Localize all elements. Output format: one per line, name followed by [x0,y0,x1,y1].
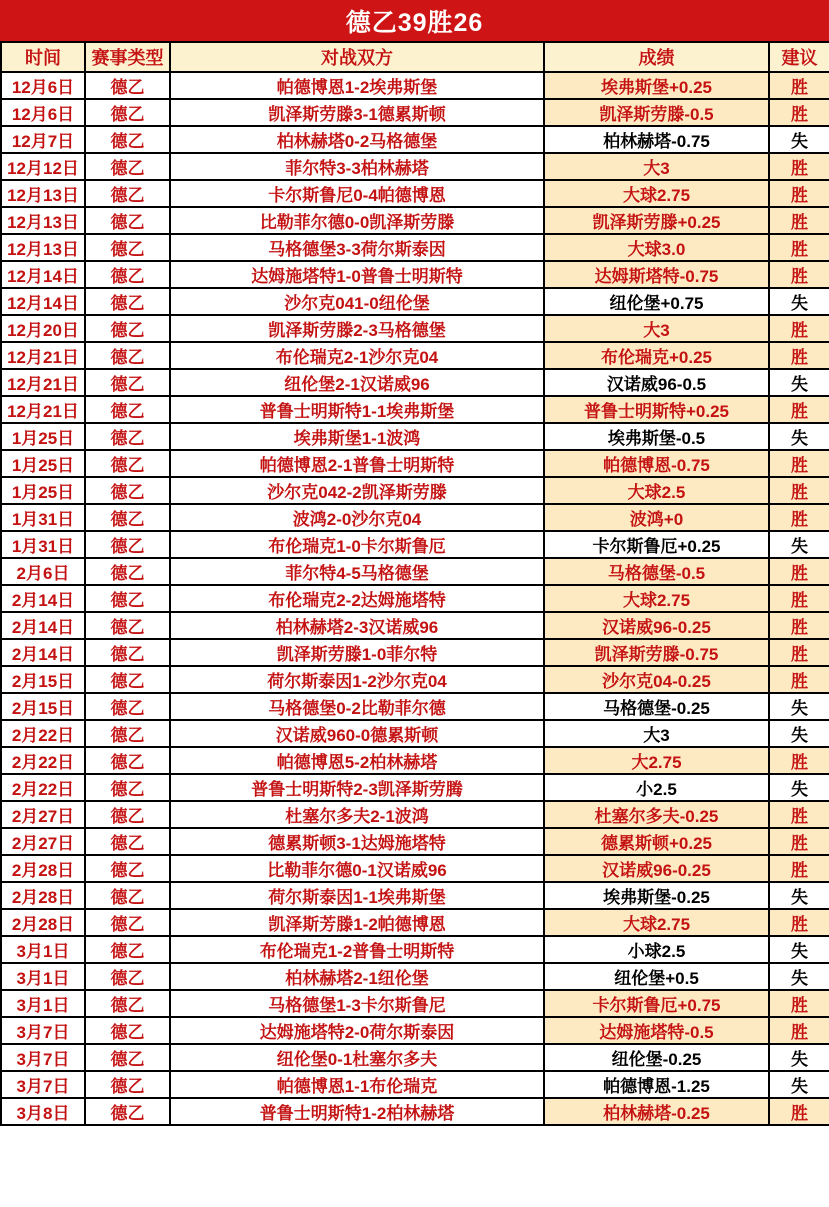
result-cell: 大2.75 [544,747,769,774]
result-cell: 沙尔克04-0.25 [544,666,769,693]
verdict-cell: 胜 [769,855,829,882]
league-cell: 德乙 [85,99,170,126]
result-cell: 卡尔斯鲁厄+0.25 [544,531,769,558]
league-cell: 德乙 [85,720,170,747]
table-row [1,1044,829,1071]
verdict-cell: 胜 [769,261,829,288]
column-header-league: 赛事类型 [85,42,170,72]
verdict-cell: 胜 [769,909,829,936]
table-row [1,342,829,369]
table-row [1,288,829,315]
date-cell: 12月13日 [1,180,85,207]
match-cell: 帕德博恩1-1布伦瑞克 [170,1071,544,1098]
table-row [1,585,829,612]
result-cell: 帕德博恩-1.25 [544,1071,769,1098]
match-cell: 卡尔斯鲁尼0-4帕德博恩 [170,180,544,207]
result-cell: 埃弗斯堡-0.25 [544,882,769,909]
result-cell: 卡尔斯鲁厄+0.75 [544,990,769,1017]
match-cell: 柏林赫塔0-2马格德堡 [170,126,544,153]
league-cell: 德乙 [85,801,170,828]
table-row [1,180,829,207]
match-cell: 荷尔斯泰因1-2沙尔克04 [170,666,544,693]
result-cell: 凯泽斯劳滕-0.5 [544,99,769,126]
verdict-cell: 胜 [769,207,829,234]
date-cell: 2月22日 [1,774,85,801]
result-cell: 埃弗斯堡-0.5 [544,423,769,450]
result-cell: 柏林赫塔-0.25 [544,1098,769,1125]
table-row [1,423,829,450]
verdict-cell: 胜 [769,585,829,612]
verdict-cell: 胜 [769,666,829,693]
column-header-verdict: 建议 [769,42,829,72]
match-cell: 马格德堡0-2比勒菲尔德 [170,693,544,720]
date-cell: 3月8日 [1,1098,85,1125]
result-cell: 纽伦堡+0.5 [544,963,769,990]
date-cell: 2月28日 [1,909,85,936]
league-cell: 德乙 [85,639,170,666]
date-cell: 12月21日 [1,369,85,396]
date-cell: 12月7日 [1,126,85,153]
date-cell: 2月28日 [1,882,85,909]
table-row [1,396,829,423]
verdict-cell: 失 [769,882,829,909]
verdict-cell: 失 [769,423,829,450]
table-row [1,504,829,531]
league-cell: 德乙 [85,288,170,315]
verdict-cell: 胜 [769,801,829,828]
result-cell: 达姆斯塔特-0.75 [544,261,769,288]
match-cell: 帕德博恩2-1普鲁士明斯特 [170,450,544,477]
league-cell: 德乙 [85,774,170,801]
header-row [1,42,829,72]
results-table [0,41,829,1126]
result-cell: 大3 [544,315,769,342]
match-cell: 达姆施塔特2-0荷尔斯泰因 [170,1017,544,1044]
verdict-cell: 胜 [769,450,829,477]
result-cell: 汉诺威96-0.25 [544,612,769,639]
match-cell: 杜塞尔多夫2-1波鸿 [170,801,544,828]
league-cell: 德乙 [85,990,170,1017]
table-row [1,450,829,477]
date-cell: 2月27日 [1,801,85,828]
result-cell: 埃弗斯堡+0.25 [544,72,769,99]
table-row [1,477,829,504]
verdict-cell: 胜 [769,315,829,342]
table-row [1,639,829,666]
verdict-cell: 失 [769,936,829,963]
match-cell: 沙尔克041-0纽伦堡 [170,288,544,315]
match-cell: 普鲁士明斯特1-2柏林赫塔 [170,1098,544,1125]
date-cell: 3月1日 [1,963,85,990]
result-cell: 帕德博恩-0.75 [544,450,769,477]
verdict-cell: 失 [769,1044,829,1071]
table-row [1,531,829,558]
table-row [1,99,829,126]
verdict-cell: 失 [769,369,829,396]
date-cell: 12月21日 [1,342,85,369]
league-cell: 德乙 [85,585,170,612]
page-title: 德乙39胜26 [0,0,829,41]
date-cell: 2月14日 [1,612,85,639]
match-cell: 比勒菲尔德0-1汉诺威96 [170,855,544,882]
table-row [1,153,829,180]
result-cell: 大3 [544,153,769,180]
match-cell: 柏林赫塔2-1纽伦堡 [170,963,544,990]
result-cell: 普鲁士明斯特+0.25 [544,396,769,423]
verdict-cell: 胜 [769,1017,829,1044]
table-row [1,828,829,855]
table-row [1,207,829,234]
match-cell: 马格德堡1-3卡尔斯鲁尼 [170,990,544,1017]
league-cell: 德乙 [85,261,170,288]
league-cell: 德乙 [85,1044,170,1071]
table-row [1,936,829,963]
table-row [1,315,829,342]
league-cell: 德乙 [85,882,170,909]
date-cell: 1月25日 [1,450,85,477]
league-cell: 德乙 [85,342,170,369]
league-cell: 德乙 [85,747,170,774]
league-cell: 德乙 [85,207,170,234]
league-cell: 德乙 [85,828,170,855]
date-cell: 12月20日 [1,315,85,342]
match-cell: 凯泽斯芳滕1-2帕德博恩 [170,909,544,936]
date-cell: 2月22日 [1,720,85,747]
match-cell: 凯泽斯劳滕2-3马格德堡 [170,315,544,342]
verdict-cell: 胜 [769,342,829,369]
verdict-cell: 胜 [769,153,829,180]
league-cell: 德乙 [85,153,170,180]
league-cell: 德乙 [85,180,170,207]
table-row [1,234,829,261]
result-cell: 纽伦堡+0.75 [544,288,769,315]
result-cell: 达姆施塔特-0.5 [544,1017,769,1044]
league-cell: 德乙 [85,126,170,153]
result-cell: 布伦瑞克+0.25 [544,342,769,369]
league-cell: 德乙 [85,369,170,396]
table-row [1,612,829,639]
match-cell: 达姆施塔特1-0普鲁士明斯特 [170,261,544,288]
match-cell: 帕德博恩1-2埃弗斯堡 [170,72,544,99]
match-cell: 凯泽斯劳滕3-1德累斯顿 [170,99,544,126]
date-cell: 2月28日 [1,855,85,882]
result-cell: 大球2.75 [544,585,769,612]
date-cell: 1月25日 [1,477,85,504]
match-cell: 纽伦堡0-1杜塞尔多夫 [170,1044,544,1071]
verdict-cell: 胜 [769,477,829,504]
date-cell: 2月22日 [1,747,85,774]
league-cell: 德乙 [85,1071,170,1098]
league-cell: 德乙 [85,909,170,936]
table-row [1,801,829,828]
verdict-cell: 胜 [769,72,829,99]
verdict-cell: 胜 [769,639,829,666]
date-cell: 12月6日 [1,72,85,99]
result-cell: 柏林赫塔-0.75 [544,126,769,153]
match-cell: 纽伦堡2-1汉诺威96 [170,369,544,396]
league-cell: 德乙 [85,504,170,531]
match-cell: 布伦瑞克1-2普鲁士明斯特 [170,936,544,963]
league-cell: 德乙 [85,423,170,450]
date-cell: 12月14日 [1,261,85,288]
date-cell: 3月7日 [1,1017,85,1044]
result-cell: 小球2.5 [544,936,769,963]
league-cell: 德乙 [85,666,170,693]
match-cell: 波鸿2-0沙尔克04 [170,504,544,531]
table-row [1,1071,829,1098]
verdict-cell: 失 [769,531,829,558]
result-cell: 凯泽斯劳滕+0.25 [544,207,769,234]
match-cell: 汉诺威960-0德累斯顿 [170,720,544,747]
verdict-cell: 胜 [769,180,829,207]
table-row [1,126,829,153]
match-cell: 荷尔斯泰因1-1埃弗斯堡 [170,882,544,909]
verdict-cell: 胜 [769,234,829,261]
date-cell: 12月6日 [1,99,85,126]
date-cell: 3月1日 [1,990,85,1017]
table-row [1,558,829,585]
result-cell: 马格德堡-0.5 [544,558,769,585]
verdict-cell: 胜 [769,747,829,774]
date-cell: 12月21日 [1,396,85,423]
result-cell: 汉诺威96-0.25 [544,855,769,882]
league-cell: 德乙 [85,612,170,639]
verdict-cell: 失 [769,288,829,315]
match-cell: 凯泽斯劳滕1-0菲尔特 [170,639,544,666]
verdict-cell: 胜 [769,396,829,423]
table-row [1,990,829,1017]
verdict-cell: 胜 [769,504,829,531]
result-cell: 波鸿+0 [544,504,769,531]
match-cell: 柏林赫塔2-3汉诺威96 [170,612,544,639]
date-cell: 1月31日 [1,531,85,558]
result-cell: 凯泽斯劳滕-0.75 [544,639,769,666]
table-row [1,261,829,288]
table-row [1,747,829,774]
result-cell: 大球2.75 [544,180,769,207]
table-row [1,855,829,882]
league-cell: 德乙 [85,450,170,477]
table-row [1,72,829,99]
match-cell: 比勒菲尔德0-0凯泽斯劳滕 [170,207,544,234]
table-row [1,369,829,396]
column-header-date: 时间 [1,42,85,72]
verdict-cell: 失 [769,1071,829,1098]
result-cell: 汉诺威96-0.5 [544,369,769,396]
date-cell: 12月14日 [1,288,85,315]
date-cell: 2月15日 [1,666,85,693]
result-cell: 德累斯顿+0.25 [544,828,769,855]
date-cell: 12月13日 [1,234,85,261]
table-row [1,666,829,693]
date-cell: 12月13日 [1,207,85,234]
league-cell: 德乙 [85,531,170,558]
result-cell: 大球3.0 [544,234,769,261]
match-cell: 马格德堡3-3荷尔斯泰因 [170,234,544,261]
league-cell: 德乙 [85,936,170,963]
verdict-cell: 胜 [769,612,829,639]
date-cell: 12月12日 [1,153,85,180]
date-cell: 3月7日 [1,1044,85,1071]
verdict-cell: 失 [769,720,829,747]
column-header-match: 对战双方 [170,42,544,72]
verdict-cell: 胜 [769,99,829,126]
match-cell: 沙尔克042-2凯泽斯劳滕 [170,477,544,504]
verdict-cell: 失 [769,774,829,801]
match-cell: 菲尔特4-5马格德堡 [170,558,544,585]
league-cell: 德乙 [85,396,170,423]
match-cell: 德累斯顿3-1达姆施塔特 [170,828,544,855]
league-cell: 德乙 [85,693,170,720]
league-cell: 德乙 [85,1017,170,1044]
date-cell: 1月31日 [1,504,85,531]
table-row [1,720,829,747]
date-cell: 2月14日 [1,639,85,666]
table-row [1,963,829,990]
verdict-cell: 胜 [769,990,829,1017]
verdict-cell: 胜 [769,828,829,855]
match-cell: 普鲁士明斯特2-3凯泽斯劳腾 [170,774,544,801]
table-row [1,1098,829,1125]
table-body [1,72,829,1125]
league-cell: 德乙 [85,477,170,504]
date-cell: 2月14日 [1,585,85,612]
result-cell: 马格德堡-0.25 [544,693,769,720]
match-cell: 菲尔特3-3柏林赫塔 [170,153,544,180]
result-cell: 大球2.5 [544,477,769,504]
league-cell: 德乙 [85,963,170,990]
verdict-cell: 失 [769,126,829,153]
league-cell: 德乙 [85,234,170,261]
result-cell: 小2.5 [544,774,769,801]
result-cell: 大球2.75 [544,909,769,936]
league-cell: 德乙 [85,558,170,585]
table-row [1,909,829,936]
match-cell: 帕德博恩5-2柏林赫塔 [170,747,544,774]
result-cell: 大3 [544,720,769,747]
league-cell: 德乙 [85,315,170,342]
match-cell: 埃弗斯堡1-1波鸿 [170,423,544,450]
table-row [1,693,829,720]
table-row [1,882,829,909]
column-header-result: 成绩 [544,42,769,72]
verdict-cell: 胜 [769,1098,829,1125]
table-row [1,774,829,801]
date-cell: 2月6日 [1,558,85,585]
verdict-cell: 胜 [769,558,829,585]
date-cell: 3月7日 [1,1071,85,1098]
date-cell: 1月25日 [1,423,85,450]
verdict-cell: 失 [769,963,829,990]
result-cell: 纽伦堡-0.25 [544,1044,769,1071]
date-cell: 2月27日 [1,828,85,855]
date-cell: 3月1日 [1,936,85,963]
verdict-cell: 失 [769,693,829,720]
date-cell: 2月15日 [1,693,85,720]
league-cell: 德乙 [85,72,170,99]
result-cell: 杜塞尔多夫-0.25 [544,801,769,828]
table-row [1,1017,829,1044]
league-cell: 德乙 [85,855,170,882]
match-cell: 布伦瑞克1-0卡尔斯鲁厄 [170,531,544,558]
league-cell: 德乙 [85,1098,170,1125]
match-cell: 普鲁士明斯特1-1埃弗斯堡 [170,396,544,423]
match-cell: 布伦瑞克2-2达姆施塔特 [170,585,544,612]
match-cell: 布伦瑞克2-1沙尔克04 [170,342,544,369]
